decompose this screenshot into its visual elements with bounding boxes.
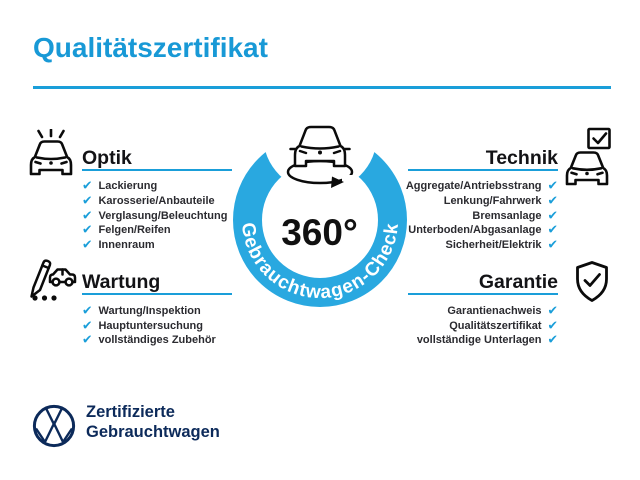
check-icon: ✔ (82, 237, 93, 252)
check-icon: ✔ (82, 208, 93, 223)
ring-label: Gebrauchtwagen-Check (236, 221, 404, 304)
check-icon: ✔ (547, 332, 558, 347)
check-icon: ✔ (547, 208, 558, 223)
car-checkbox-icon (558, 126, 616, 186)
check-icon: ✔ (547, 303, 558, 318)
service-pen-car-icon (26, 254, 78, 302)
check-item: ✔ Verglasung/Beleuchtung (82, 208, 228, 223)
check-item: ✔ Hauptuntersuchung (82, 318, 203, 333)
check-icon: ✔ (547, 222, 558, 237)
check-item: Unterboden/Abgasanlage ✔ (408, 222, 558, 237)
title-divider (33, 86, 611, 89)
vw-logo (31, 403, 77, 449)
check-item: Garantienachweis ✔ (447, 303, 558, 318)
check-item: Sicherheit/Elektrik ✔ (445, 237, 558, 252)
optik-divider (82, 169, 232, 171)
check-icon: ✔ (82, 193, 93, 208)
brand-line-1: Zertifizierte (86, 403, 175, 421)
shine-ray (39, 131, 43, 137)
garantie-divider (408, 293, 558, 295)
check-icon: ✔ (547, 237, 558, 252)
check-icon: ✔ (82, 222, 93, 237)
check-item: ✔ Wartung/Inspektion (82, 303, 201, 318)
check-icon: ✔ (82, 178, 93, 193)
brand-text (86, 402, 220, 442)
page-title: Qualitätszertifikat (33, 32, 268, 63)
check-item: Lenkung/Fahrwerk ✔ (443, 193, 558, 208)
check-item: ✔ vollständiges Zubehör (82, 332, 216, 347)
technik-divider (408, 169, 558, 171)
wartung-checklist (82, 304, 216, 348)
check-icon: ✔ (82, 303, 93, 318)
section-heading-optik: Optik (82, 147, 132, 169)
optik-checklist (82, 179, 227, 252)
degree-label: 360° (281, 212, 358, 253)
section-heading-wartung: Wartung (82, 271, 161, 293)
360-check-badge (225, 110, 415, 310)
check-item: ✔ Lackierung (82, 178, 158, 193)
check-item: ✔ Felgen/Reifen (82, 222, 171, 237)
check-icon: ✔ (82, 332, 93, 347)
check-item: Qualitätszertifikat ✔ (449, 318, 558, 333)
check-item: vollständige Unterlagen ✔ (416, 332, 558, 347)
car-shine-icon (26, 129, 76, 181)
garantie-checklist (388, 304, 558, 348)
wartung-divider (82, 293, 232, 295)
check-icon: ✔ (547, 318, 558, 333)
check-icon: ✔ (82, 318, 93, 333)
shield-check-icon (572, 259, 612, 309)
shine-ray (60, 131, 64, 137)
check-item: Bremsanlage ✔ (472, 208, 558, 223)
check-item: Aggregate/Antriebsstrang ✔ (405, 178, 558, 193)
check-icon: ✔ (547, 193, 558, 208)
check-item: ✔ Innenraum (82, 237, 155, 252)
section-heading-technik: Technik (485, 147, 558, 169)
brand-line-2: Gebrauchtwagen (86, 423, 220, 441)
section-heading-garantie: Garantie (478, 271, 558, 293)
check-item: ✔ Karosserie/Anbauteile (82, 193, 215, 208)
check-icon: ✔ (547, 178, 558, 193)
